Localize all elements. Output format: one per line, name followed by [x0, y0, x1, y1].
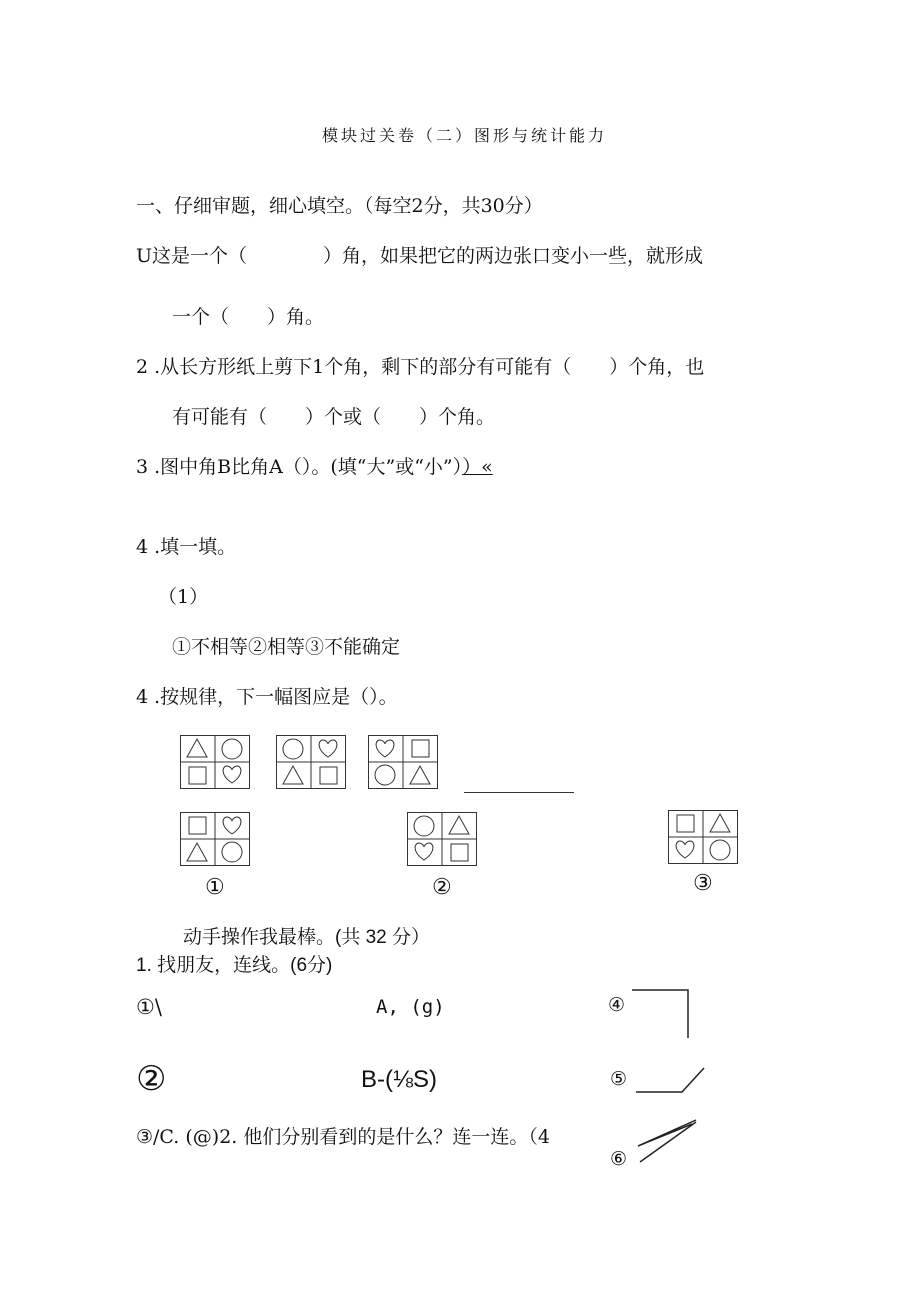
mid-item-a: A, (g): [376, 996, 445, 1018]
question-4a: 4 .填一填。: [136, 536, 237, 558]
question-1-line1: U这是一个（ ）角，如果把它的两边张口变小一些，就形成: [136, 245, 704, 267]
acute-angle-shape-6: [636, 1118, 698, 1164]
question-4a-sub: （1）: [158, 586, 209, 608]
question-2-line1: 2 .从长方形纸上剪下1个角，剩下的部分有可能有（ ）个角，也: [136, 356, 705, 378]
answer-blank[interactable]: [464, 792, 574, 793]
open-angle-shape-4: [630, 988, 690, 1040]
section2-heading: 动手操作我最棒。(共 32 分）: [183, 927, 431, 948]
right-label-4: ④: [608, 994, 626, 1016]
pattern-grid-1: [180, 735, 250, 789]
option-label-3: ③: [693, 871, 713, 896]
left-item-1: ①\: [136, 995, 162, 1019]
mid-item-b: B-(⅛S): [361, 1066, 438, 1093]
question-3: [136, 458, 493, 477]
right-label-6: ⑥: [610, 1148, 628, 1170]
option-label-1: ①: [205, 875, 225, 900]
left-item-3: ③/C. (@)2. 他们分别看到的是什么？连一连。（4: [136, 1126, 550, 1148]
option-grid-3[interactable]: [668, 810, 738, 864]
obtuse-angle-shape-5: [634, 1066, 706, 1096]
option-grid-1[interactable]: [180, 812, 250, 866]
section2-question-1: 1. 找朋友，连线。(6分): [136, 955, 333, 976]
question-4b: 4 .按规律，下一幅图应是（）。: [136, 686, 398, 708]
pattern-grid-2: [276, 735, 346, 789]
left-item-2: ②: [136, 1060, 167, 1098]
right-label-5: ⑤: [610, 1068, 628, 1090]
question-1-line2: 一个（ ）角。: [172, 306, 325, 328]
option-grid-2[interactable]: [407, 812, 477, 866]
option-label-2: ②: [432, 875, 452, 900]
question-4a-options: ①不相等②相等③不能确定: [172, 636, 401, 658]
pattern-grid-3: [368, 735, 438, 789]
question-3-text: 3 .图中角B比角A（）。(填“大”或“小”）: [136, 456, 463, 478]
question-2-line2: 有可能有（ ）个或（ ）个角。: [172, 406, 496, 428]
section1-heading: 一、仔细审题，细心填空。（每空2分，共30分）: [136, 195, 543, 217]
page-title: 模块过关卷（二）图形与统计能力: [322, 126, 608, 145]
question-3-tail: ）«: [462, 456, 493, 478]
